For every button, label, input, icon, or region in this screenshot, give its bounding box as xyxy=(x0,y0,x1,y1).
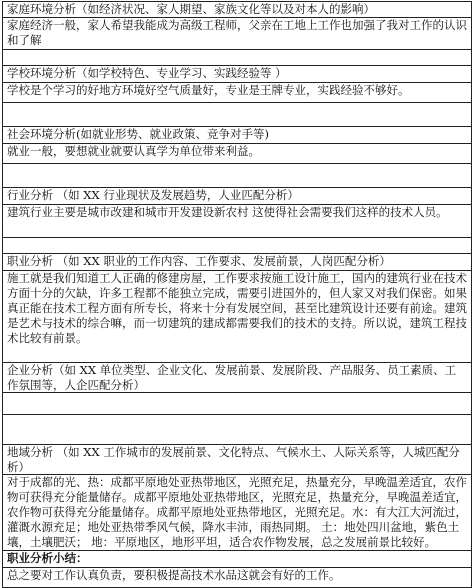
school-content: 学校是个学习的好地方环境好空气质量好，专业是王牌专业，实践经验不够好。 xyxy=(2,83,472,103)
summary-content: 总之要对工作认真负责，要积极提高技术水品这就会有好的工作。 xyxy=(2,568,472,588)
enterprise-content xyxy=(2,393,472,415)
spacer-row xyxy=(2,50,472,66)
career-analysis-table xyxy=(2,1,472,582)
enterprise-header: 企业分析（如 XX 单位类型、企业文化、发展前景、发展阶段、产品服务、员工素质、工作氛围等，人企匹配分析） xyxy=(2,363,472,393)
spacer-row xyxy=(2,415,472,445)
career-content: 施工就是我们知道工人正确的修建房屋，工作要求按施工设计施工，国内的建筑行业在技术方面十分的欠缺，许多工程都不能独立完成，需要引进国外的，但人家又对我们保密。如果真正能在技术工程方面有所专长，将来十分有发展空间，甚至比建筑设计还要有前途。建筑是艺术与技术的综合嘛，而一切建筑的建成都需要我们的技术的支持。所以说，建筑工程技术比较有前景。 xyxy=(2,271,472,363)
career-header: 职业分析 （如 XX 职业的工作内容、工作要求、发展前景，人岗匹配分析） xyxy=(2,254,472,271)
region-content: 对于成都的光、热：成都平原地处亚热带地区，光照充足，热量充分，早晚温差适宜，农作物可获得充分能量储存。成都平原地处亚热带地区，光照充足，热量充分，早晚温差适宜，农作物可获得充分能量储存。成都平原地处亚热带地区，光照充足。水：有大江大河流过，灌溉水源充足；地处亚热带季风气候，降水丰沛，雨热同期。 土：地处四川盆地，紫色土壤，土壤肥沃； 地：平原地区，地形平坦，适合农作物发展，总之发展前景比较好。 xyxy=(2,475,472,551)
spacer-row xyxy=(2,164,472,188)
family-header: 家庭环境分析（如经济状况、家人期望、家族文化等以及对本人的影响） xyxy=(2,1,472,18)
spacer-row xyxy=(2,103,472,127)
industry-content: 建筑行业主要是城市改建和城市开发建设新农村 这使得社会需要我们这样的技术人员。 xyxy=(2,205,472,238)
region-header: 地域分析 （如 XX 工作城市的发展前景、文化特点、气候水土、人际关系等，人城匹配分析） xyxy=(2,445,472,475)
society-header: 社会环境分析(如就业形势、就业政策、竞争对手等) xyxy=(2,127,472,144)
industry-header: 行业分析 （如 XX 行业现状及发展趋势，人业匹配分析） xyxy=(2,188,472,205)
summary-header: 职业分析小结： xyxy=(2,551,472,568)
family-content: 家庭经济一般，家人希望我能成为高级工程师，父亲在工地上工作也加强了我对工作的认识和了解 xyxy=(2,18,472,50)
school-header: 学校环境分析（如学校特色、专业学习、实践经验等 ） xyxy=(2,66,472,83)
society-content: 就业一般，要想就业就要认真学为单位带来利益。 xyxy=(2,144,472,164)
spacer-row xyxy=(2,238,472,254)
